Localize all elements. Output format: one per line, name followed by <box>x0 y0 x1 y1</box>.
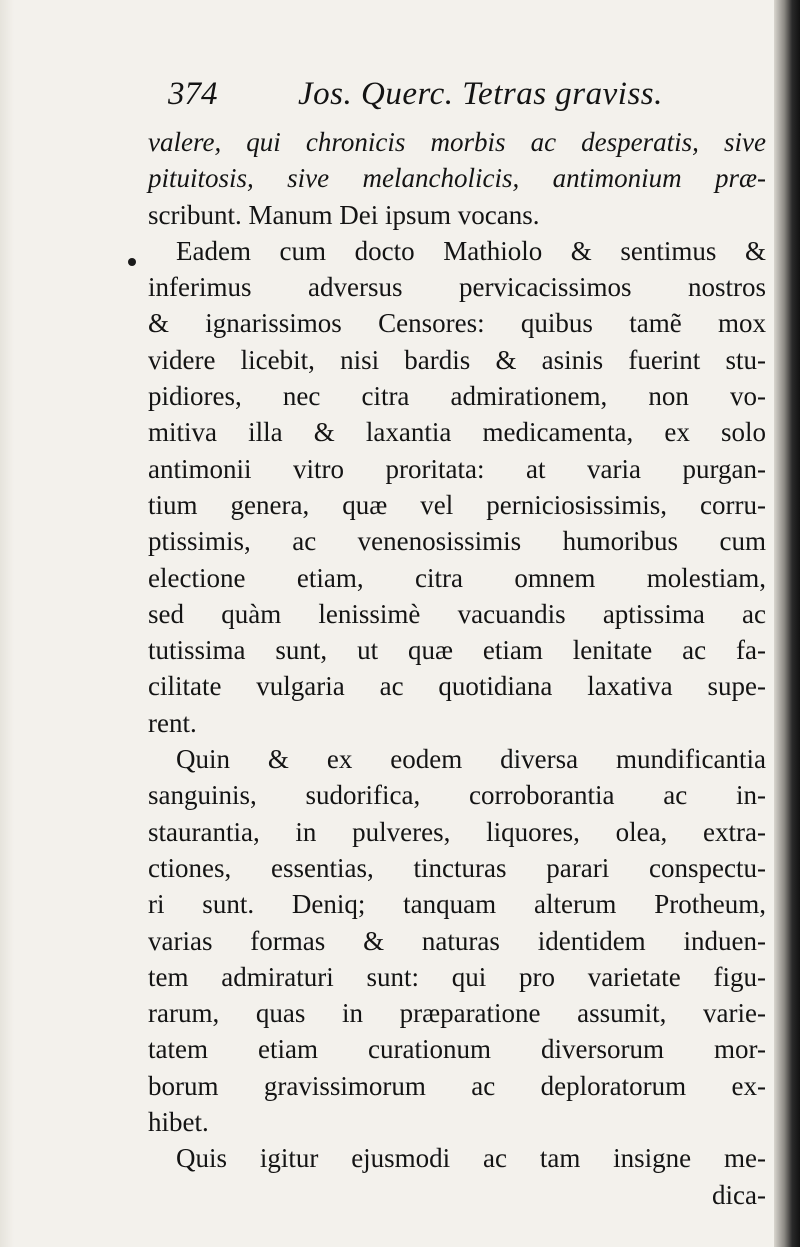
text-line: antimonii vitro proritata: at varia purgan- <box>148 453 766 484</box>
paragraph-start: Quis igitur ejusmodi ac tam insigne me- <box>176 1143 766 1174</box>
text-line: cilitate vulgaria ac quotidiana laxativa supe- <box>148 671 766 702</box>
text-line: & ignarissimos Censores: quibus tamẽ mox <box>148 308 766 339</box>
text-line: ri sunt. Deniq; tanquam alterum Protheum, <box>148 889 766 920</box>
page-header <box>148 64 766 124</box>
text-line: borum gravissimorum ac deploratorum ex- <box>148 1070 766 1101</box>
text-line: tem admiraturi sunt: qui pro varietate figu- <box>148 961 766 992</box>
paragraph-start: Eadem cum docto Mathiolo & sentimus & <box>176 235 766 266</box>
page-left-margin <box>0 0 14 1247</box>
text-line: mitiva illa & laxantia medicamenta, ex solo <box>148 417 766 448</box>
text-line: scribunt. Manum Dei ipsum vocans. <box>148 199 540 230</box>
text-line: sanguinis, sudorifica, corroborantia ac in- <box>148 780 766 811</box>
book-gutter-shadow <box>774 0 800 1247</box>
text-line: rent. <box>148 707 197 738</box>
text-line: hibet. <box>148 1107 209 1138</box>
text-line: rarum, quas in præparatione assumit, varie- <box>148 998 766 1029</box>
page-number: 374 <box>168 76 218 112</box>
text-line: tium genera, quæ vel perniciosissimis, corru- <box>148 489 766 520</box>
text-line: ptissimis, ac venenosissimis humoribus cum <box>148 526 766 557</box>
text-line: inferimus adversus pervicacissimos nostros <box>148 272 766 303</box>
ink-spot <box>128 258 136 266</box>
text-line: videre licebit, nisi bardis & asinis fuerint stu- <box>148 344 766 375</box>
text-line: ctiones, essentias, tincturas parari conspectu- <box>148 852 766 883</box>
text-line: pidiores, nec citra admirationem, non vo- <box>148 381 766 412</box>
text-line: tatem etiam curationum diversorum mor- <box>148 1034 766 1065</box>
text-line: electione etiam, citra omnem molestiam, <box>148 562 766 593</box>
text-line: varias formas & naturas identidem induen- <box>148 925 766 956</box>
text-line: tutissima sunt, ut quæ etiam lenitate ac fa- <box>148 635 766 666</box>
paragraph-start: Quin & ex eodem diversa mundificantia <box>176 744 766 775</box>
text-block <box>148 64 766 1213</box>
text-line: sed quàm lenissimè vacuandis aptissima ac <box>148 598 766 629</box>
text-line: pituitosis, sive melancholicis, antimonium præ- <box>148 163 766 194</box>
text-line: valere, qui chronicis morbis ac desperatis, sive <box>148 127 766 157</box>
catchword: dica- <box>712 1179 766 1210</box>
text-line: staurantia, in pulveres, liquores, olea, extra- <box>148 816 766 847</box>
running-head: Jos. Querc. Tetras graviss. <box>298 76 663 112</box>
